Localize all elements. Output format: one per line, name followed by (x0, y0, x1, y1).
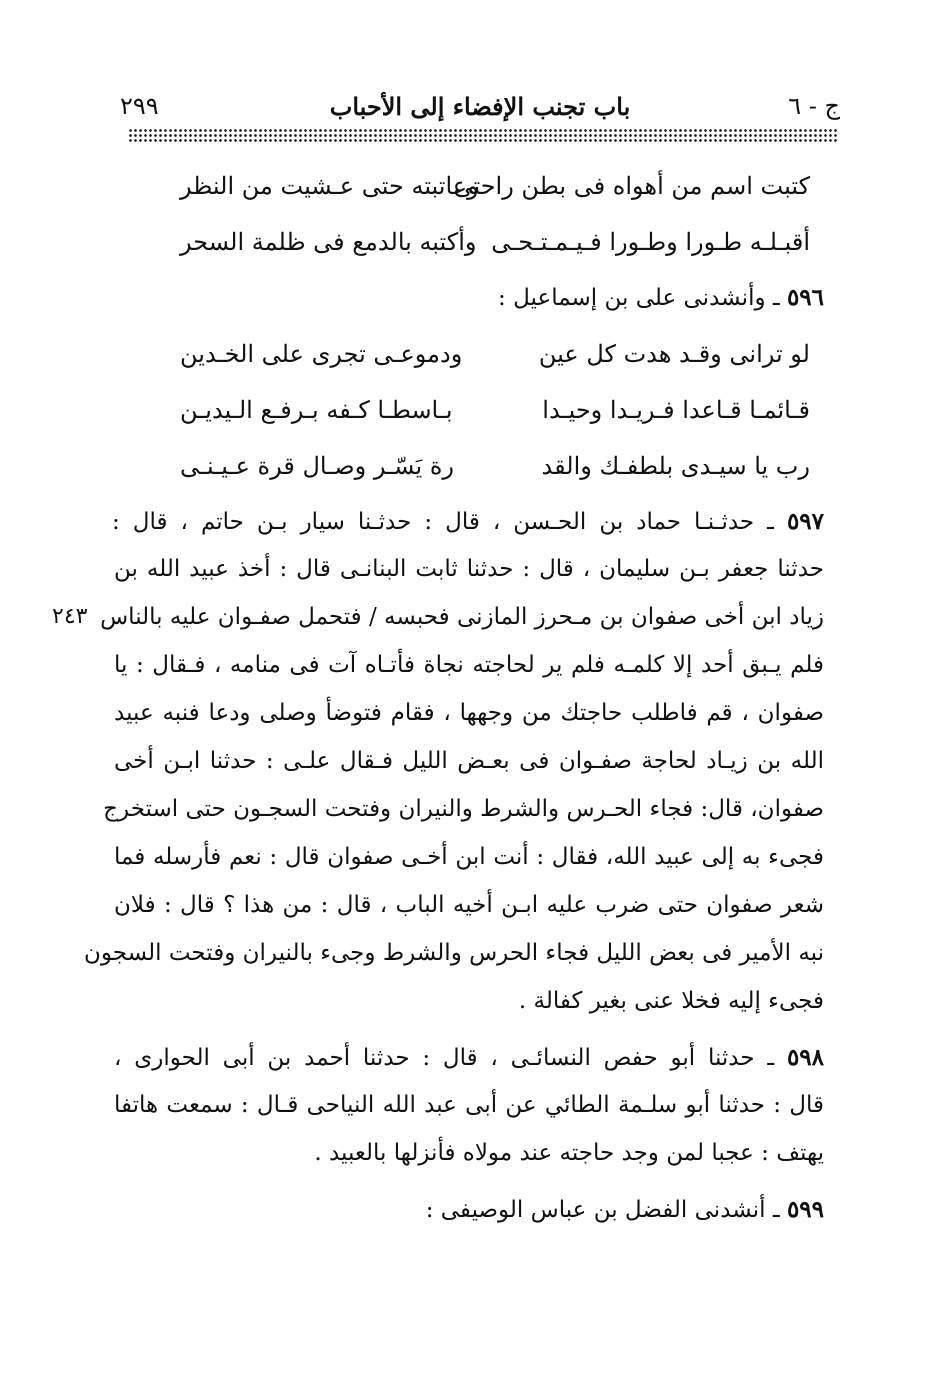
verse-first-hemistich: لو ترانى وقـد هدت كل عين (538, 340, 810, 368)
entry-597-line: الله بن زيـاد لحاجة صفـوان فى بعـض الليل فـقال علـى : حدثنا ابـن أخى (114, 748, 824, 774)
verse-line (180, 340, 810, 380)
entry-text: ـ حدثنا أبو حفص النسائـى ، قال : حدثنا أحمد بن أبى الحوارى ، (114, 1045, 775, 1071)
volume-label: ج - ٦ (788, 92, 840, 120)
entry-number: ٥٩٨ (786, 1044, 824, 1071)
margin-note: ٢٤٣ (52, 604, 88, 629)
verse-second-hemistich: بـاسطـا كـفه بـرفـع الـيديـن (180, 396, 453, 424)
chapter-title: باب تجنب الإفضاء إلى الأحباب (329, 92, 631, 121)
entry-number: ٥٩٧ (786, 508, 825, 535)
entry-597-line: زياد ابن أخى صفوان بن مـحرز المازنى فحبسه / فتحمل صفـوان عليه بالناس (100, 604, 824, 630)
entry-597-line: صفوان ، قم فاطلب حاجتك من وجهها ، فقام فتوضأ وصلى ودعا فنبه عبيد (114, 700, 824, 726)
entry-598-line: يهتف : عجبا لمن وجد حاجته عند مولاه فأنزلها بالعبيد . (314, 1140, 824, 1166)
entry-597-line: فجىء به إلى عبيد الله، فقال : أنت ابن أخـى صفوان قال : نعم فأرسله فما (114, 844, 824, 870)
entry-597-line: فجىء إليه فخلا عنى بغير كفالة . (518, 988, 824, 1014)
entry-number: ٥٩٦ (786, 284, 824, 311)
entry-text: ـ أنشدنى الفضل بن عباس الوصيفى : (425, 1197, 780, 1223)
entry-597-line: نبه الأمير فى بعض الليل فجاء الحرس والشرط وجىء بالنيران وفتحت السجون (83, 940, 824, 966)
verse-line (150, 172, 810, 212)
verse-first-hemistich: أقبـلـه طـورا وطـورا فـيـمـتـحـى (491, 228, 810, 256)
verse-second-hemistich: رة يَسّـر وصـال قرة عـيـنـى (180, 452, 454, 480)
entry-598-line (114, 1044, 824, 1088)
entry-598-line: قال : حدثنا أبو سلـمة الطائي عن أبى عبد الله النياحى قـال : سمعت هاتفا (114, 1092, 824, 1118)
entry-597-line: شعر صفوان حتى ضرب عليه ابـن أخيه الباب ، قال : من هذا ؟ قال : فلان (114, 892, 824, 918)
verse-second-hemistich: وعاتبته حتى عـشيت من النظر (180, 172, 479, 200)
page-number: ٢٩٩ (120, 92, 159, 120)
entry-597-line: حدثنا جعفر بـن سليمان ، قال : حدثنا ثابت البنانـى قال : أخذ عبيد الله بن (114, 556, 824, 582)
verse-first-hemistich: قـائمـا قـاعدا فـريـدا وحيـدا (542, 396, 810, 424)
entry-number: ٥٩٩ (786, 1196, 824, 1223)
verse-second-hemistich: وأكتبه بالدمع فى ظلمة السحر (180, 228, 477, 256)
entry-text: ـ وأنشدنى على بن إسماعيل : (498, 285, 780, 311)
entry-596-heading (114, 284, 824, 328)
entry-597-line: صفوان، قال: فجاء الحـرس والشرط والنيران وفتحت السجـون حتى استخرج (103, 796, 824, 822)
entry-597-line: فلم يـبق أحد إلا كلمـه فلم ير لحاجته نجاة فأتـاه آت فى منامه ، فـقال : يا (114, 652, 824, 678)
running-header (120, 92, 840, 128)
verse-line (180, 452, 810, 492)
verse-second-hemistich: ودموعـى تجرى على الخـدين (180, 340, 463, 368)
verse-first-hemistich: رب يا سيـدى بلطفـك والقد (541, 452, 810, 480)
entry-599-heading (114, 1196, 824, 1240)
verse-line (150, 228, 810, 268)
entry-597-line (112, 508, 824, 552)
verse-first-hemistich: كتبت اسم من أهواه فى بطن راحتى (453, 172, 810, 200)
entry-text: ـ حدثـنـا حماد بن الحـسن ، قال : حدثـنا سيار بـن حاتم ، قال : (112, 509, 774, 535)
header-rule (128, 128, 838, 142)
verse-line (180, 396, 810, 436)
